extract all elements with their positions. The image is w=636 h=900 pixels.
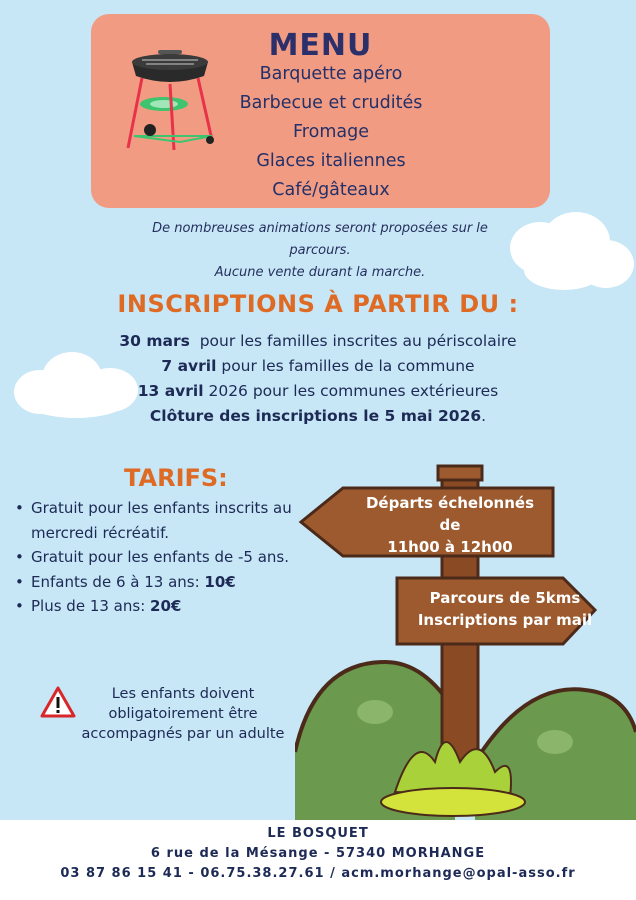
menu-item: Barbecue et crudités [239,93,423,113]
footer [0,820,636,900]
sign-line: Inscriptions par mail [417,611,593,629]
tarif-price: 10€ [204,572,236,591]
tarifs-title: TARIFS: [124,464,228,492]
sign-line: Parcours de 5kms [429,589,581,607]
animations-line: Aucune vente durant la marche. [214,265,426,280]
footer-address: 6 rue de la Mésange - 57340 MORHANGE [150,846,486,861]
tarif-item [13,545,333,570]
inscription-line [0,382,636,400]
tarif-price: 20€ [150,597,182,615]
sign-line: de [439,516,461,534]
footer-contact: 03 87 86 15 41 - 06.75.38.27.61 / acm.morhange@opal-asso.fr [60,866,576,881]
closure-end: . [481,407,487,425]
animations-note [110,218,530,284]
sign-line: 11h00 à 12h00 [387,538,513,556]
menu-item: Barquette apéro [259,64,403,84]
menu-item: Glaces italiennes [256,151,406,171]
inscription-date: 30 mars [119,332,190,350]
animations-line: parcours. [289,243,351,258]
menu-item: Fromage [293,122,369,142]
inscription-date: 13 avril [137,382,204,400]
animations-line: De nombreuses animations seront proposées sur le [152,221,488,236]
inscription-date: 7 avril [161,357,217,375]
tarif-item [13,496,333,545]
tarif-text: Gratuit pour les enfants inscrits au mercredi récréatif. [31,499,292,542]
inscription-text: 2026 pour les communes extérieures [203,382,499,400]
bullet-icon: • [15,572,24,591]
tarifs-list [13,496,333,619]
inscription-line [0,357,636,375]
bullet-icon: • [15,548,24,566]
sign-line: Départs échelonnés [365,494,535,512]
inscription-line [0,332,636,350]
inscription-text: pour les familles inscrites au périscolaire [189,332,517,350]
bullet-icon: • [15,597,24,615]
sign-left [330,492,570,558]
footer-name: LE BOSQUET [267,826,369,841]
inscription-closure [0,407,636,425]
barbecue-icon [120,40,220,162]
tarif-text: Gratuit pour les enfants de -5 ans. [31,548,290,566]
tarif-text: Plus de 13 ans: [31,597,151,615]
tarif-item [13,594,333,619]
tarif-item [13,570,333,595]
inscription-text: pour les familles de la commune [216,357,475,375]
menu-item: Café/gâteaux [272,180,390,200]
tarif-text: Enfants de 6 à 13 ans: [31,572,205,591]
closure-text: Clôture des inscriptions le 5 mai 2026 [149,407,482,425]
warning-text: Les enfants doivent obligatoirement être accompagnés par un adulte [81,686,285,742]
inscriptions-title: INSCRIPTIONS À PARTIR DU : [117,290,519,318]
bullet-icon: • [15,499,24,517]
menu-title: MENU [268,28,373,63]
sign-right [400,587,610,631]
